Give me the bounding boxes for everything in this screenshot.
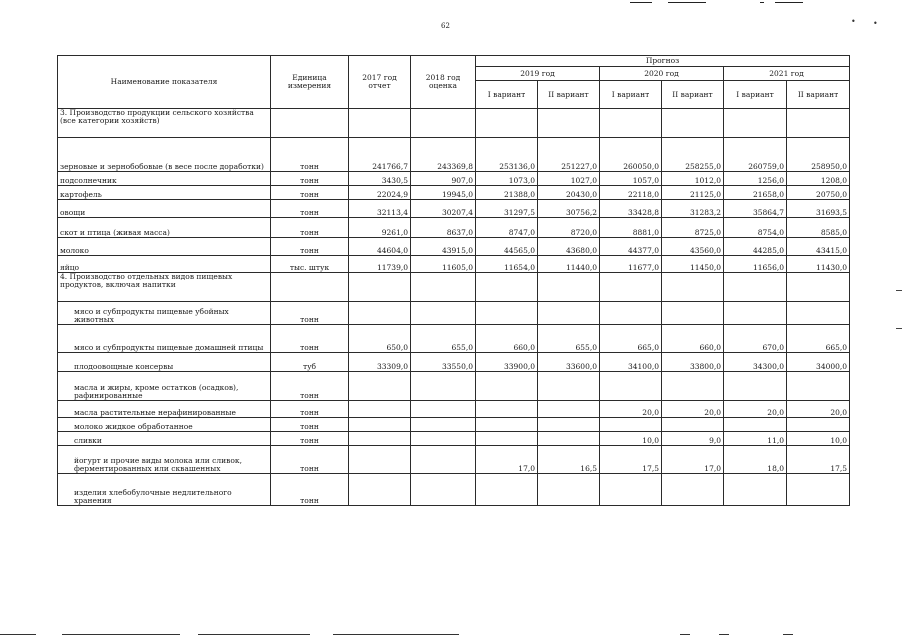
value-cell: 8585,0: [787, 218, 850, 238]
table-row: [58, 186, 850, 200]
table-row: [58, 200, 850, 218]
table-row: [58, 172, 850, 186]
scan-mark: [896, 290, 902, 291]
value-cell: 33550,0: [411, 353, 476, 372]
value-cell: [476, 432, 538, 446]
row-name: молоко: [58, 238, 271, 256]
table-row: [58, 138, 850, 172]
value-cell: 650,0: [349, 325, 411, 353]
col-header-2017: 2017 год отчет: [349, 56, 411, 109]
value-cell: [787, 474, 850, 506]
value-cell: [600, 273, 662, 302]
value-cell: [724, 474, 787, 506]
scan-line: [760, 2, 764, 3]
value-cell: 43415,0: [787, 238, 850, 256]
row-name: зерновые и зернобобовые (в весе после доработки): [58, 138, 271, 172]
value-cell: 16,5: [538, 446, 600, 474]
value-cell: 31693,5: [787, 200, 850, 218]
value-cell: 20,0: [662, 401, 724, 418]
row-unit: тыс. штук: [271, 256, 349, 273]
col-header-name: Наименование показателя: [58, 56, 271, 109]
value-cell: [476, 109, 538, 138]
value-cell: 32113,4: [349, 200, 411, 218]
value-cell: 44285,0: [724, 238, 787, 256]
scan-speck: •: [873, 19, 878, 28]
value-cell: [662, 418, 724, 432]
value-cell: 11450,0: [662, 256, 724, 273]
value-cell: 33800,0: [662, 353, 724, 372]
value-cell: 8725,0: [662, 218, 724, 238]
value-cell: 33309,0: [349, 353, 411, 372]
value-cell: [724, 109, 787, 138]
value-cell: 243369,8: [411, 138, 476, 172]
value-cell: 43680,0: [538, 238, 600, 256]
value-cell: 655,0: [538, 325, 600, 353]
value-cell: [787, 372, 850, 401]
scan-mark: [896, 328, 902, 329]
row-name: изделия хлебобулочные недлительного хранения: [58, 474, 271, 506]
row-unit: тонн: [271, 418, 349, 432]
value-cell: 10,0: [600, 432, 662, 446]
scan-line: [62, 634, 180, 635]
row-unit: тонн: [271, 474, 349, 506]
value-cell: 35864,7: [724, 200, 787, 218]
page-number: 62: [441, 22, 450, 30]
value-cell: 22024,9: [349, 186, 411, 200]
row-name: яйцо: [58, 256, 271, 273]
value-cell: [724, 273, 787, 302]
scan-line: [668, 2, 706, 3]
value-cell: [476, 418, 538, 432]
col-header-forecast: Прогноз: [476, 56, 850, 67]
value-cell: 11430,0: [787, 256, 850, 273]
value-cell: 9,0: [662, 432, 724, 446]
table-body: [58, 109, 850, 506]
value-cell: [349, 474, 411, 506]
table-row: [58, 238, 850, 256]
value-cell: [724, 302, 787, 325]
value-cell: 1012,0: [662, 172, 724, 186]
value-cell: [476, 273, 538, 302]
value-cell: 8747,0: [476, 218, 538, 238]
row-unit: тонн: [271, 218, 349, 238]
value-cell: [600, 109, 662, 138]
value-cell: 21388,0: [476, 186, 538, 200]
value-cell: 20,0: [600, 401, 662, 418]
row-unit: тонн: [271, 172, 349, 186]
row-unit: тонн: [271, 238, 349, 256]
value-cell: [662, 474, 724, 506]
value-cell: 660,0: [662, 325, 724, 353]
row-unit: тонн: [271, 138, 349, 172]
row-name: масла растительные нерафинированные: [58, 401, 271, 418]
section-row: [58, 109, 850, 138]
value-cell: [538, 418, 600, 432]
value-cell: [600, 418, 662, 432]
value-cell: 11605,0: [411, 256, 476, 273]
section-row: [58, 273, 850, 302]
value-cell: 20,0: [787, 401, 850, 418]
scan-line: [680, 634, 690, 635]
row-name: сливки: [58, 432, 271, 446]
value-cell: 18,0: [724, 446, 787, 474]
value-cell: 20750,0: [787, 186, 850, 200]
value-cell: 11654,0: [476, 256, 538, 273]
scan-line: [719, 634, 729, 635]
row-name: 4. Производство отдельных видов пищевых продуктов, включая напитки: [58, 273, 271, 302]
row-unit: туб: [271, 353, 349, 372]
value-cell: 34000,0: [787, 353, 850, 372]
row-name: молоко жидкое обработанное: [58, 418, 271, 432]
row-name: плодоовощные консервы: [58, 353, 271, 372]
row-unit: тонн: [271, 401, 349, 418]
table-row: [58, 325, 850, 353]
value-cell: [538, 372, 600, 401]
value-cell: 33900,0: [476, 353, 538, 372]
row-name: йогурт и прочие виды молока или сливок, ферментированных или сквашенных: [58, 446, 271, 474]
value-cell: 670,0: [724, 325, 787, 353]
value-cell: [411, 372, 476, 401]
value-cell: 19945,0: [411, 186, 476, 200]
value-cell: [476, 401, 538, 418]
value-cell: [787, 109, 850, 138]
value-cell: [662, 372, 724, 401]
value-cell: [411, 109, 476, 138]
value-cell: 251227,0: [538, 138, 600, 172]
row-name: подсолнечник: [58, 172, 271, 186]
col-header-unit: Единица измерения: [271, 56, 349, 109]
value-cell: 17,5: [787, 446, 850, 474]
value-cell: 20,0: [724, 401, 787, 418]
table-row: [58, 418, 850, 432]
row-unit: тонн: [271, 302, 349, 325]
value-cell: [349, 432, 411, 446]
value-cell: 1208,0: [787, 172, 850, 186]
value-cell: 10,0: [787, 432, 850, 446]
value-cell: 665,0: [600, 325, 662, 353]
value-cell: 8720,0: [538, 218, 600, 238]
row-unit: тонн: [271, 186, 349, 200]
value-cell: [411, 401, 476, 418]
value-cell: [538, 432, 600, 446]
value-cell: [411, 432, 476, 446]
row-unit: [271, 109, 349, 138]
value-cell: 11739,0: [349, 256, 411, 273]
col-header-2019: 2019 год: [476, 67, 600, 81]
row-name: масла и жиры, кроме остатков (осадков), рафинированные: [58, 372, 271, 401]
scan-speck: •: [851, 17, 856, 26]
value-cell: [349, 418, 411, 432]
value-cell: [349, 302, 411, 325]
table-row: [58, 474, 850, 506]
scan-line: [630, 2, 652, 3]
scan-line: [783, 634, 793, 635]
value-cell: [349, 401, 411, 418]
value-cell: 43560,0: [662, 238, 724, 256]
scan-line: [333, 634, 459, 635]
row-unit: тонн: [271, 325, 349, 353]
value-cell: 33600,0: [538, 353, 600, 372]
value-cell: 11440,0: [538, 256, 600, 273]
value-cell: 907,0: [411, 172, 476, 186]
value-cell: 31297,5: [476, 200, 538, 218]
value-cell: [724, 418, 787, 432]
value-cell: 9261,0: [349, 218, 411, 238]
value-cell: 241766,7: [349, 138, 411, 172]
value-cell: [538, 401, 600, 418]
value-cell: 33428,8: [600, 200, 662, 218]
value-cell: 1057,0: [600, 172, 662, 186]
scan-line: [198, 634, 310, 635]
value-cell: 258255,0: [662, 138, 724, 172]
col-header-variant-1: I вариант: [600, 81, 662, 109]
value-cell: [724, 372, 787, 401]
row-name: скот и птица (живая масса): [58, 218, 271, 238]
value-cell: 43915,0: [411, 238, 476, 256]
value-cell: 44604,0: [349, 238, 411, 256]
value-cell: [787, 273, 850, 302]
value-cell: [411, 273, 476, 302]
scan-line: [0, 634, 36, 635]
scan-line: [775, 2, 803, 3]
value-cell: [538, 302, 600, 325]
value-cell: [662, 273, 724, 302]
value-cell: [476, 372, 538, 401]
value-cell: [662, 109, 724, 138]
value-cell: [411, 418, 476, 432]
table-row: [58, 353, 850, 372]
value-cell: 253136,0: [476, 138, 538, 172]
value-cell: 34100,0: [600, 353, 662, 372]
table-row: [58, 401, 850, 418]
table-row: [58, 256, 850, 273]
row-unit: тонн: [271, 200, 349, 218]
forecast-table: [57, 55, 850, 506]
value-cell: 260759,0: [724, 138, 787, 172]
table-row: [58, 372, 850, 401]
value-cell: 665,0: [787, 325, 850, 353]
value-cell: 11656,0: [724, 256, 787, 273]
table-row: [58, 432, 850, 446]
value-cell: 34300,0: [724, 353, 787, 372]
col-header-2020: 2020 год: [600, 67, 724, 81]
value-cell: [538, 474, 600, 506]
value-cell: [600, 302, 662, 325]
value-cell: [476, 474, 538, 506]
row-unit: тонн: [271, 446, 349, 474]
value-cell: 17,5: [600, 446, 662, 474]
table-row: [58, 302, 850, 325]
value-cell: [476, 302, 538, 325]
row-unit: тонн: [271, 432, 349, 446]
value-cell: [411, 474, 476, 506]
row-name: 3. Производство продукции сельского хозяйства (все категории хозяйств): [58, 109, 271, 138]
value-cell: [787, 418, 850, 432]
value-cell: [411, 302, 476, 325]
value-cell: 21658,0: [724, 186, 787, 200]
value-cell: 17,0: [662, 446, 724, 474]
col-header-variant-1: I вариант: [476, 81, 538, 109]
value-cell: 1073,0: [476, 172, 538, 186]
value-cell: 30207,4: [411, 200, 476, 218]
value-cell: 8881,0: [600, 218, 662, 238]
row-name: овощи: [58, 200, 271, 218]
value-cell: 260050,0: [600, 138, 662, 172]
value-cell: 17,0: [476, 446, 538, 474]
value-cell: 44565,0: [476, 238, 538, 256]
value-cell: 3430,5: [349, 172, 411, 186]
row-unit: тонн: [271, 372, 349, 401]
value-cell: [600, 372, 662, 401]
col-header-variant-1: I вариант: [724, 81, 787, 109]
value-cell: [349, 372, 411, 401]
value-cell: 20430,0: [538, 186, 600, 200]
value-cell: [600, 474, 662, 506]
value-cell: 22118,0: [600, 186, 662, 200]
row-name: картофель: [58, 186, 271, 200]
value-cell: 30756,2: [538, 200, 600, 218]
row-name: мясо и субпродукты пищевые убойных животных: [58, 302, 271, 325]
value-cell: 21125,0: [662, 186, 724, 200]
col-header-variant-2: II вариант: [787, 81, 850, 109]
value-cell: [411, 446, 476, 474]
col-header-variant-2: II вариант: [538, 81, 600, 109]
value-cell: 258950,0: [787, 138, 850, 172]
value-cell: 31283,2: [662, 200, 724, 218]
value-cell: 8637,0: [411, 218, 476, 238]
value-cell: [349, 446, 411, 474]
value-cell: 655,0: [411, 325, 476, 353]
col-header-variant-2: II вариант: [662, 81, 724, 109]
col-header-2021: 2021 год: [724, 67, 850, 81]
value-cell: [538, 109, 600, 138]
col-header-2018: 2018 год оценка: [411, 56, 476, 109]
table-row: [58, 446, 850, 474]
value-cell: [662, 302, 724, 325]
value-cell: 1256,0: [724, 172, 787, 186]
value-cell: 1027,0: [538, 172, 600, 186]
value-cell: [538, 273, 600, 302]
value-cell: 660,0: [476, 325, 538, 353]
value-cell: [349, 109, 411, 138]
value-cell: [787, 302, 850, 325]
value-cell: 11,0: [724, 432, 787, 446]
row-unit: [271, 273, 349, 302]
value-cell: 11677,0: [600, 256, 662, 273]
value-cell: 8754,0: [724, 218, 787, 238]
row-name: мясо и субпродукты пищевые домашней птицы: [58, 325, 271, 353]
table-row: [58, 218, 850, 238]
value-cell: 44377,0: [600, 238, 662, 256]
value-cell: [349, 273, 411, 302]
